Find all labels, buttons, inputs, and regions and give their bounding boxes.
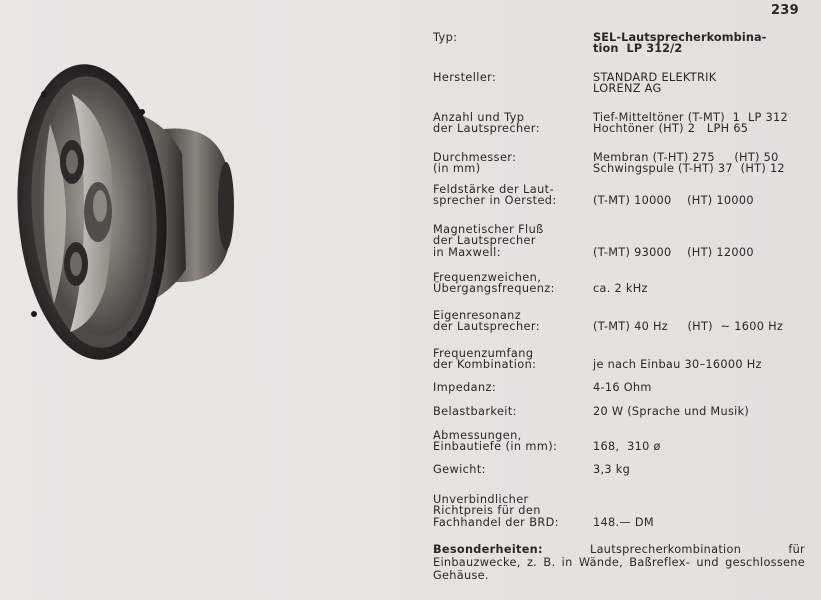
- spec-label: [433, 406, 583, 417]
- spec-label-line: Feldstärke der Laut-: [433, 183, 554, 196]
- note-heading: Besonderheiten:: [433, 543, 543, 556]
- spec-label-line: Fachhandel der BRD:: [433, 515, 559, 529]
- spec-label-line: Frequenzumfang: [433, 347, 534, 360]
- spec-value: [593, 32, 813, 55]
- spec-label-line: Hersteller:: [433, 71, 497, 84]
- spec-label: [433, 152, 583, 175]
- spec-value-line: STANDARD ELEKTRIK: [593, 71, 717, 84]
- spec-value: [593, 112, 813, 135]
- spec-value: [593, 464, 813, 475]
- spec-value-line: [593, 494, 813, 505]
- spec-value-line: LORENZ AG: [593, 82, 662, 96]
- spec-label-line: Abmessungen,: [433, 429, 522, 442]
- spec-label-line: Eigenresonanz: [433, 309, 522, 322]
- spec-label-line: Impedanz:: [433, 381, 497, 394]
- spec-value: [593, 272, 813, 295]
- spec-label-line: Typ:: [433, 31, 458, 44]
- spec-label: [433, 310, 583, 333]
- spec-value-line: (T-MT) 93000 (HT) 12000: [593, 245, 754, 259]
- spec-label-line: Unverbindlicher: [433, 493, 529, 506]
- spec-value-line: [593, 224, 813, 235]
- spec-label: [433, 184, 583, 207]
- spec-label-line: der Kombination:: [433, 358, 537, 372]
- spec-label: [433, 348, 583, 371]
- spec-label: [433, 224, 583, 258]
- spec-value: [593, 406, 813, 417]
- spec-value-line: Schwingspule (T-HT) 37 (HT) 12: [593, 162, 785, 176]
- spec-label: [433, 382, 583, 393]
- spec-label: [433, 430, 583, 453]
- spec-value-line: 20 W (Sprache und Musik): [593, 405, 750, 418]
- spec-label-line: Richtpreis für den: [433, 504, 541, 518]
- spec-value-line: je nach Einbau 30–16000 Hz: [593, 358, 762, 372]
- spec-label-line: der Lautsprecher: [433, 234, 536, 248]
- spec-label: [433, 464, 583, 475]
- spec-value: [593, 152, 813, 175]
- spec-label-line: Belastbarkeit:: [433, 405, 517, 418]
- spec-value-line: 3,3 kg: [593, 463, 631, 476]
- spec-label-line: der Lautsprecher:: [433, 122, 540, 136]
- spec-label-line: Gewicht:: [433, 463, 486, 476]
- spec-label-line: Durchmesser:: [433, 151, 517, 164]
- spec-value-line: 168, 310 ø: [593, 440, 661, 454]
- spec-value-line: (T-MT) 10000 (HT) 10000: [593, 194, 754, 208]
- spec-value: [593, 494, 813, 528]
- spec-value-line: Hochtöner (HT) 2 LPH 65: [593, 122, 749, 136]
- spec-value: [593, 224, 813, 258]
- spec-value-line: ca. 2 kHz: [593, 282, 648, 296]
- spec-value: [593, 382, 813, 393]
- spec-value-line: tion LP 312/2: [593, 42, 683, 56]
- spec-label: [433, 494, 583, 528]
- spec-value-line: Membran (T-HT) 275 (HT) 50: [593, 151, 779, 164]
- note-text: Lautsprecherkombination für Einbauzwecke, z. B. in Wände, Baßreflex- und geschlossene Gehäuse.: [433, 543, 805, 582]
- special-features-note: [433, 543, 805, 582]
- spec-label: [433, 112, 583, 135]
- spec-label-line: sprecher in Oersted:: [433, 194, 557, 208]
- spec-label-line: der Lautsprecher:: [433, 320, 540, 334]
- spec-label-line: Magnetischer Fluß: [433, 223, 544, 236]
- spec-label: [433, 272, 583, 295]
- page-number: 239: [770, 3, 799, 18]
- loudspeaker-photo: [14, 34, 276, 364]
- spec-value-line: SEL-Lautsprecherkombina-: [593, 31, 767, 44]
- spec-value-line: (T-MT) 40 Hz (HT) ~ 1600 Hz: [593, 320, 784, 334]
- spec-value-line: Tief-Mitteltöner (T-MT) 1 LP 312: [593, 111, 789, 124]
- spec-label-line: Frequenzweichen,: [433, 271, 542, 284]
- spec-label-line: Einbautiefe (in mm):: [433, 440, 558, 454]
- spec-value: [593, 430, 813, 453]
- spec-value: [593, 310, 813, 333]
- spec-value: [593, 184, 813, 207]
- spec-label: [433, 72, 583, 83]
- spec-label-line: Anzahl und Typ: [433, 111, 525, 124]
- spec-value: [593, 72, 813, 95]
- spec-value-line: 4-16 Ohm: [593, 381, 652, 394]
- spec-value: [593, 348, 813, 371]
- spec-label-line: in Maxwell:: [433, 245, 501, 259]
- spec-label: [433, 32, 583, 43]
- spec-value-line: 148.— DM: [593, 515, 654, 529]
- spec-label-line: Übergangsfrequenz:: [433, 282, 555, 296]
- spec-label-line: (in mm): [433, 162, 481, 176]
